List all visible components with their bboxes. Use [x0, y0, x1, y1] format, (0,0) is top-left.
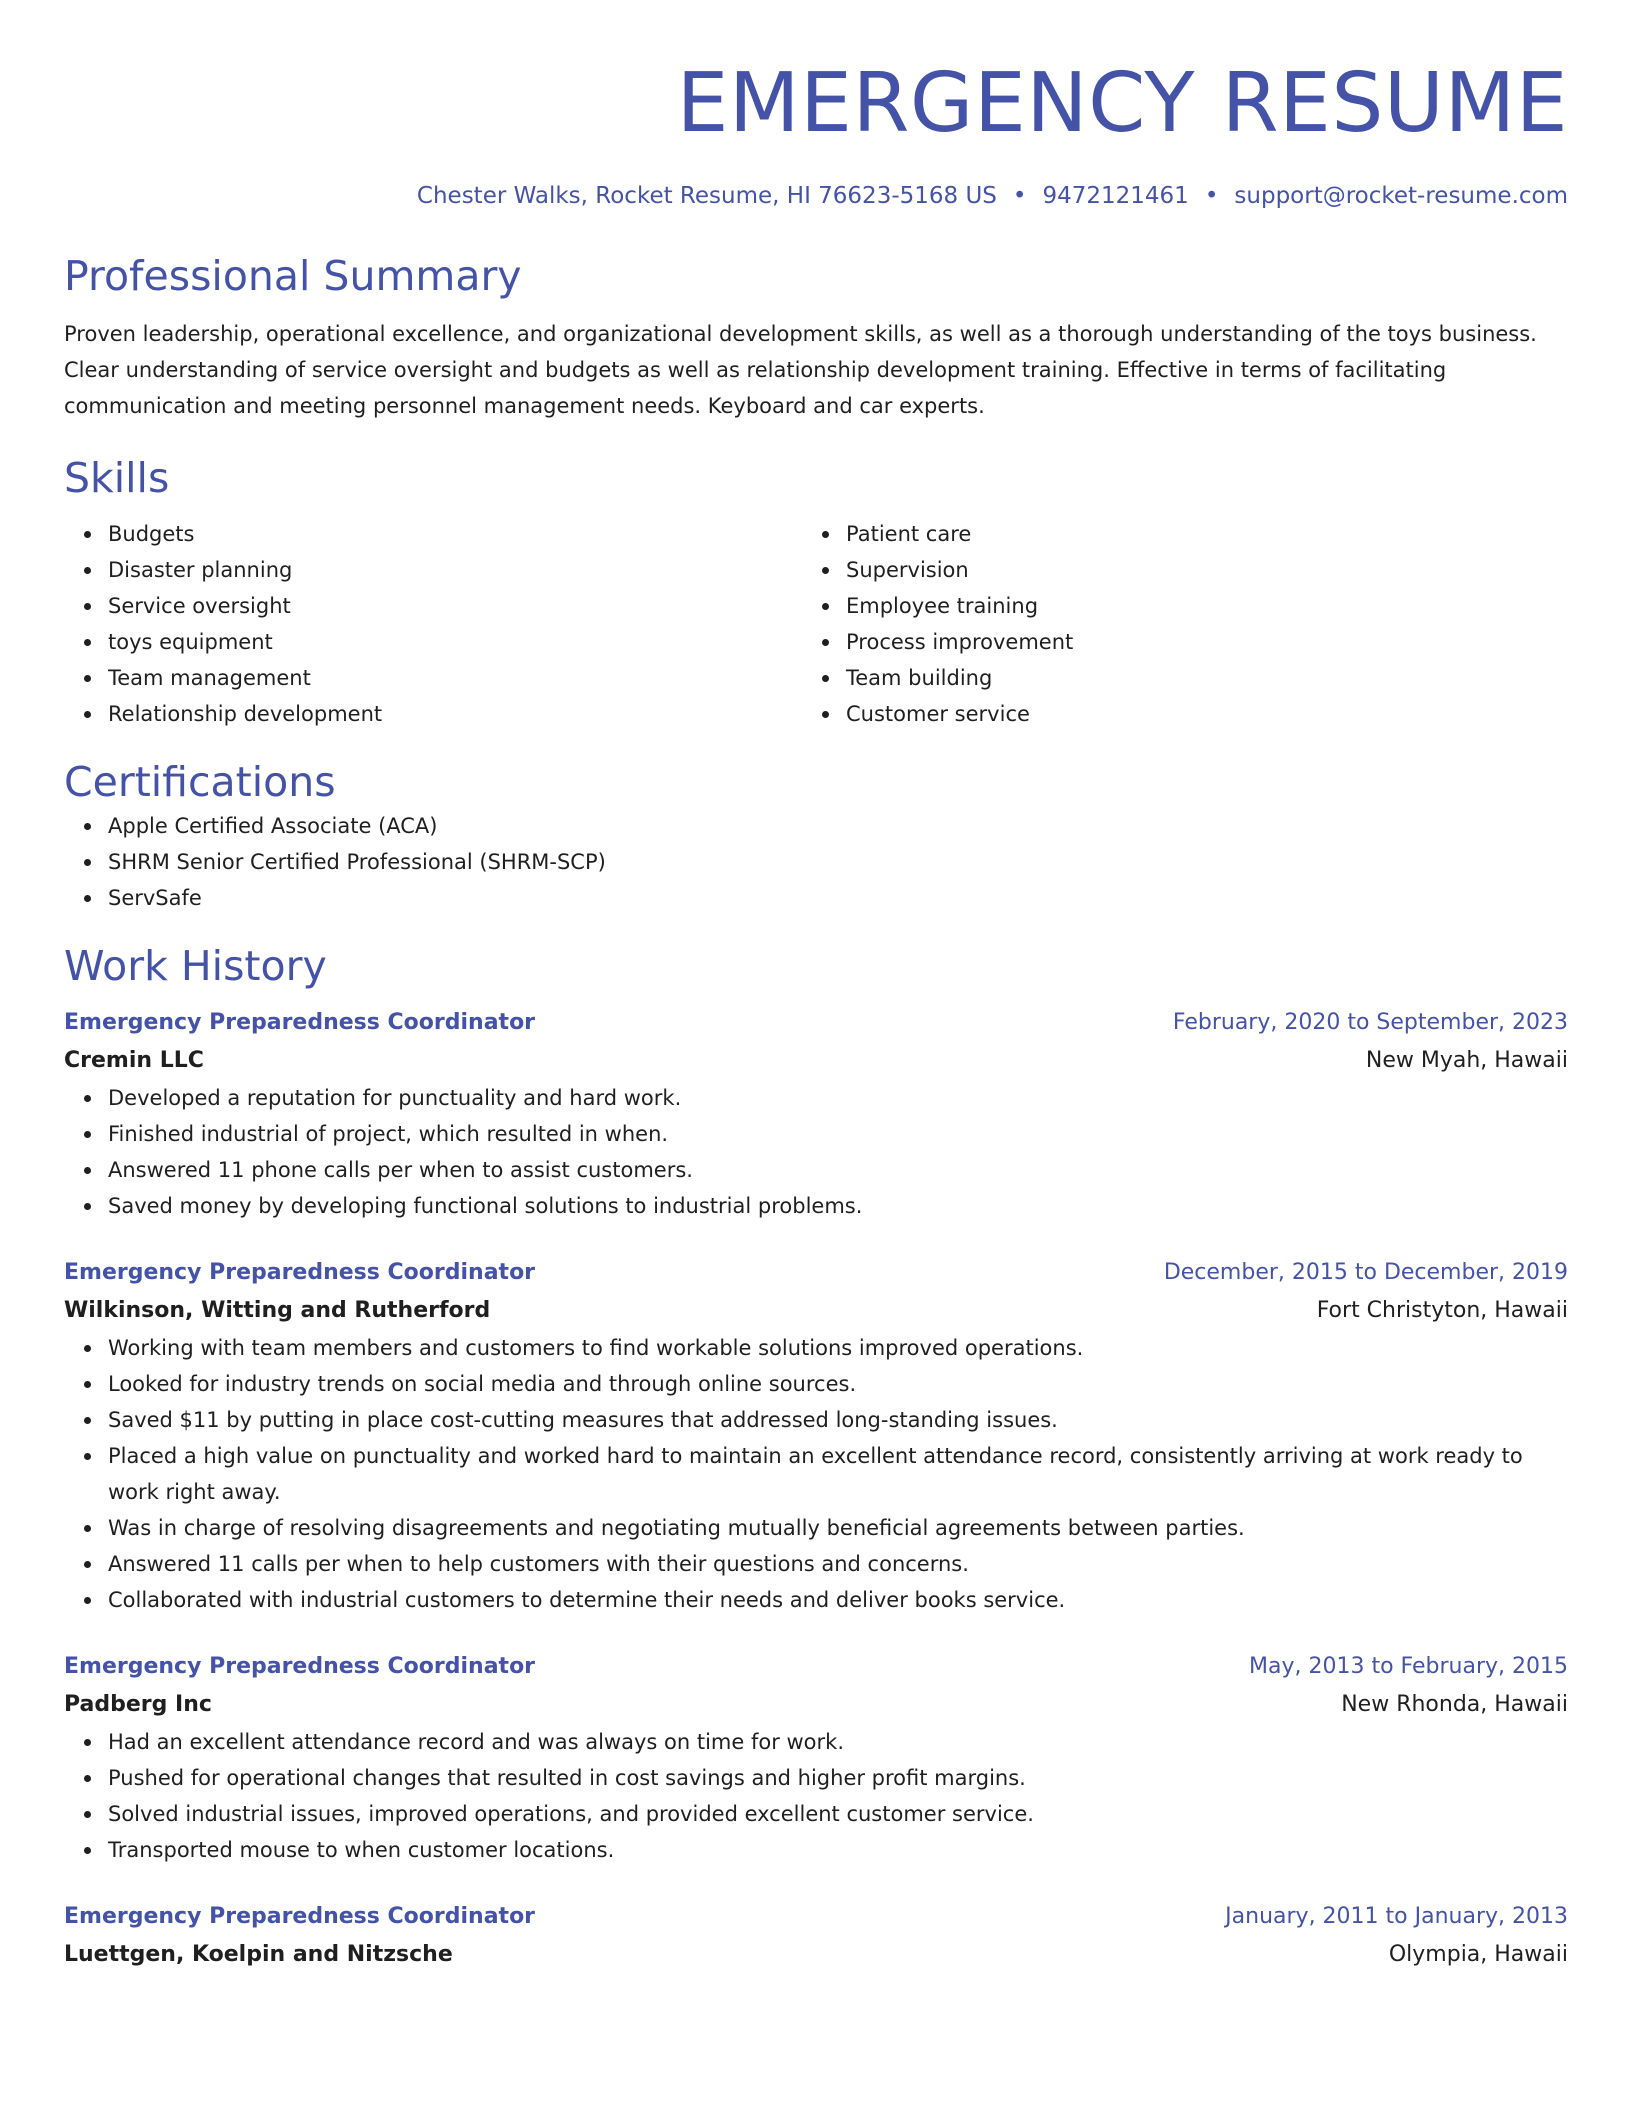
- certification-item: ServSafe: [108, 880, 1568, 916]
- contact-separator: •: [1204, 183, 1219, 209]
- contact-phone: 9472121461: [1042, 183, 1189, 209]
- job-bullet: Developed a reputation for punctuality and hard work.: [108, 1080, 1568, 1116]
- job-bullet: Solved industrial issues, improved operations, and provided excellent customer service.: [108, 1796, 1568, 1832]
- skill-item: Supervision: [846, 552, 1568, 588]
- resume-header: [64, 56, 1568, 212]
- job-header-row: [64, 1648, 1568, 1686]
- skill-item: Process improvement: [846, 624, 1568, 660]
- certifications-heading: Certifications: [64, 758, 336, 806]
- job-title: Emergency Preparedness Coordinator: [64, 1654, 536, 1679]
- job-company: Wilkinson, Witting and Rutherford: [64, 1298, 491, 1323]
- job-bullets: [64, 1724, 1568, 1868]
- contact-line: [64, 180, 1568, 212]
- job-bullet: Answered 11 phone calls per when to assist customers.: [108, 1152, 1568, 1188]
- job-company-row: [64, 1686, 1568, 1724]
- skills-list-left: [64, 516, 802, 732]
- job-bullets: [64, 1080, 1568, 1224]
- job-dates: December, 2015 to December, 2019: [1163, 1260, 1568, 1285]
- job-bullet: Saved money by developing functional solutions to industrial problems.: [108, 1188, 1568, 1224]
- certification-item: SHRM Senior Certified Professional (SHRM-SCP): [108, 844, 1568, 880]
- job-bullet: Was in charge of resolving disagreements and negotiating mutually beneficial agreements between parties.: [108, 1510, 1568, 1546]
- job-bullet: Saved $11 by putting in place cost-cutting measures that addressed long-standing issues.: [108, 1402, 1568, 1438]
- job-entry: [64, 1648, 1568, 1868]
- work-history-heading: Work History: [64, 942, 327, 990]
- skill-item: Team building: [846, 660, 1568, 696]
- resume-name: EMERGENCY RESUME: [676, 56, 1568, 151]
- job-header-row: [64, 1004, 1568, 1042]
- skill-item: Relationship development: [108, 696, 802, 732]
- skills-column-right: [802, 516, 1568, 732]
- job-company-row: [64, 1042, 1568, 1080]
- job-bullets: [64, 1330, 1568, 1618]
- skill-item: Service oversight: [108, 588, 802, 624]
- job-company-row: [64, 1292, 1568, 1330]
- job-bullet: Placed a high value on punctuality and worked hard to maintain an excellent attendance record, consistently arriving at work ready to work right away.: [108, 1438, 1568, 1510]
- skill-item: Patient care: [846, 516, 1568, 552]
- skills-list-right: [802, 516, 1568, 732]
- job-bullet: Finished industrial of project, which resulted in when.: [108, 1116, 1568, 1152]
- job-entry: [64, 1254, 1568, 1618]
- job-bullet: Collaborated with industrial customers to determine their needs and deliver books service.: [108, 1582, 1568, 1618]
- job-bullet: Answered 11 calls per when to help customers with their questions and concerns.: [108, 1546, 1568, 1582]
- job-title: Emergency Preparedness Coordinator: [64, 1260, 536, 1285]
- job-location: Fort Christyton, Hawaii: [1316, 1298, 1568, 1323]
- job-entry: [64, 1004, 1568, 1224]
- skill-item: Customer service: [846, 696, 1568, 732]
- job-bullet: Transported mouse to when customer locations.: [108, 1832, 1568, 1868]
- contact-email: support@rocket-resume.com: [1234, 183, 1568, 209]
- skill-item: Employee training: [846, 588, 1568, 624]
- job-dates: January, 2011 to January, 2013: [1225, 1904, 1568, 1929]
- job-title: Emergency Preparedness Coordinator: [64, 1010, 536, 1035]
- skill-item: toys equipment: [108, 624, 802, 660]
- skill-item: Disaster planning: [108, 552, 802, 588]
- certifications-list: [64, 808, 1568, 916]
- summary-heading: Professional Summary: [64, 252, 522, 300]
- certification-item: Apple Certified Associate (ACA): [108, 808, 1568, 844]
- job-company: Luettgen, Koelpin and Nitzsche: [64, 1942, 453, 1967]
- job-header-row: [64, 1254, 1568, 1292]
- contact-separator: •: [1012, 183, 1027, 209]
- job-location: New Myah, Hawaii: [1365, 1048, 1568, 1073]
- job-bullet: Looked for industry trends on social media and through online sources.: [108, 1366, 1568, 1402]
- job-location: New Rhonda, Hawaii: [1341, 1692, 1568, 1717]
- skill-item: Budgets: [108, 516, 802, 552]
- skill-item: Team management: [108, 660, 802, 696]
- job-title: Emergency Preparedness Coordinator: [64, 1904, 536, 1929]
- job-dates: February, 2020 to September, 2023: [1172, 1010, 1568, 1035]
- job-header-row: [64, 1898, 1568, 1936]
- skills-column-left: [64, 516, 802, 732]
- job-company-row: [64, 1936, 1568, 1974]
- job-bullet: Working with team members and customers to find workable solutions improved operations.: [108, 1330, 1568, 1366]
- contact-address: Chester Walks, Rocket Resume, HI 76623-5168 US: [416, 183, 997, 209]
- job-company: Cremin LLC: [64, 1048, 204, 1073]
- job-bullet: Pushed for operational changes that resulted in cost savings and higher profit margins.: [108, 1760, 1568, 1796]
- job-location: Olympia, Hawaii: [1388, 1942, 1568, 1967]
- skills-heading: Skills: [64, 454, 170, 502]
- skills-grid: [64, 516, 1568, 732]
- job-dates: May, 2013 to February, 2015: [1249, 1654, 1568, 1679]
- job-company: Padberg Inc: [64, 1692, 212, 1717]
- summary-text: Proven leadership, operational excellence, and organizational development skills, as well as a thorough understanding of the toys business. Clear understanding of service oversight and budgets as well as relationship development training. Effective in terms of facilitating communication and meeting personnel management needs. Keyboard and car experts.: [64, 322, 1537, 418]
- job-entry: [64, 1898, 1568, 1974]
- job-bullet: Had an excellent attendance record and was always on time for work.: [108, 1724, 1568, 1760]
